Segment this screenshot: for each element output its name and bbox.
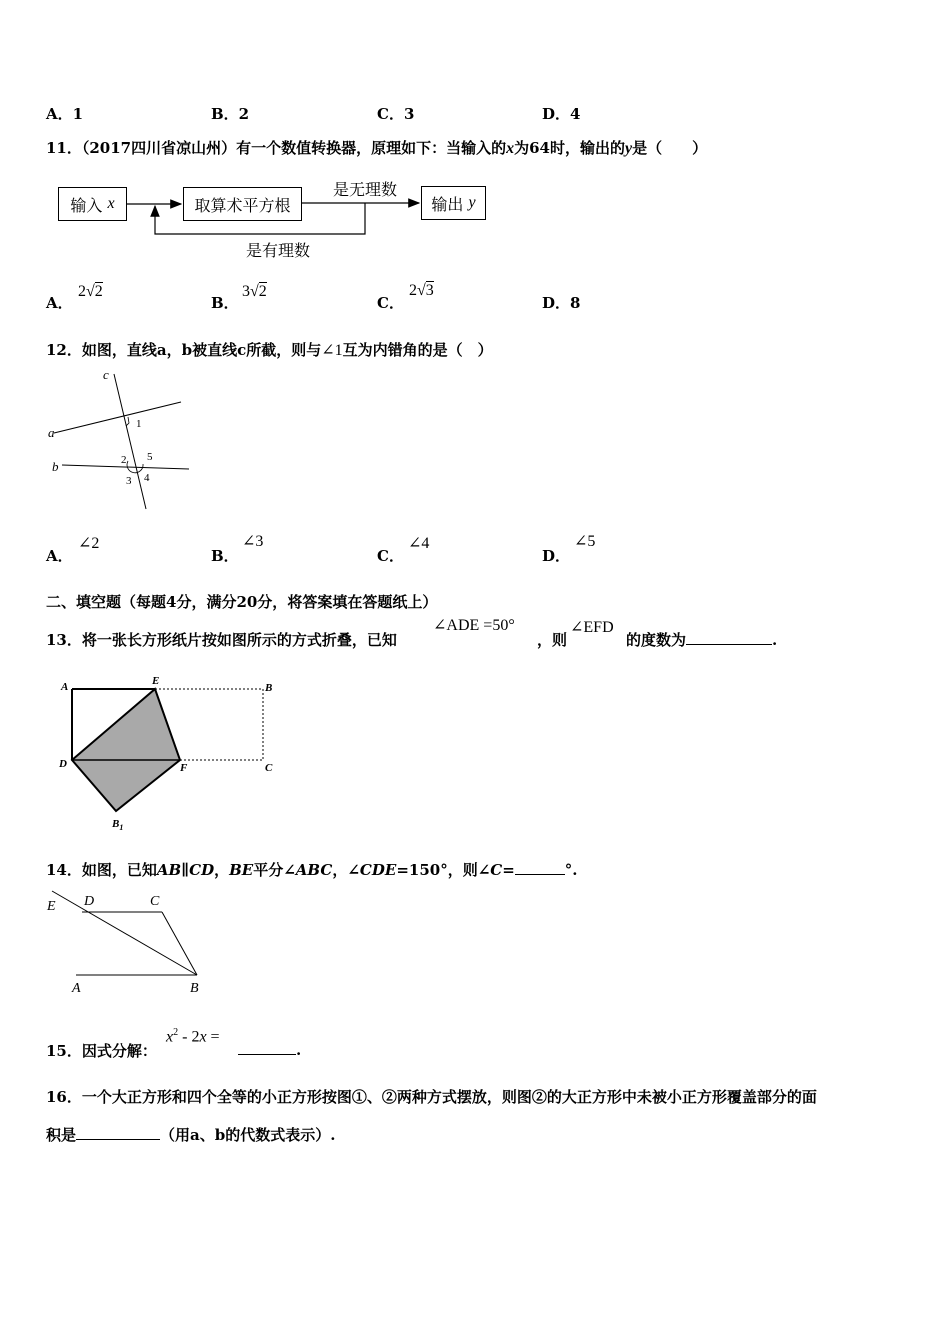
q12-option-b: B． bbox=[211, 547, 239, 565]
q12-option-b-math: ∠3 bbox=[242, 533, 264, 550]
folded-quad bbox=[72, 689, 180, 811]
q12-figure bbox=[40, 360, 210, 520]
q11-option-b: B． bbox=[211, 294, 239, 312]
line-c bbox=[114, 374, 146, 509]
label-a: a bbox=[48, 425, 55, 440]
q13-math-1: ∠ADE =50° bbox=[433, 617, 515, 634]
q13-stem-a: 13．将一张长方形纸片按如图所示的方式折叠，已知 bbox=[46, 631, 397, 649]
q12-option-d-math: ∠5 bbox=[574, 533, 596, 550]
q13-stem-b: ，则 bbox=[537, 631, 568, 649]
q11-option-b-math: 3√2 bbox=[242, 283, 267, 300]
label-A: A bbox=[61, 681, 69, 693]
flow-arrows bbox=[0, 0, 950, 270]
q10-option-b: B．2 bbox=[211, 105, 250, 123]
q11-option-d: D．8 bbox=[542, 294, 581, 312]
q14-figure bbox=[40, 888, 215, 998]
q10-option-d: D．4 bbox=[542, 105, 581, 123]
label-4: 4 bbox=[144, 472, 150, 484]
label-E: E bbox=[152, 675, 160, 687]
q16-line-2: 积是 （用a、b的代数式表示）. bbox=[46, 1126, 336, 1144]
line-a bbox=[54, 402, 181, 433]
label-2: 2 bbox=[121, 454, 127, 466]
q11-stem: 11．（2017四川省凉山州）有一个数值转换器，原理如下：当输入的x为64时，输出的y是（ ） bbox=[46, 139, 708, 157]
q10-option-c: C．3 bbox=[377, 105, 415, 123]
q14-stem: 14．如图，已知AB∥CD，BE平分∠ABC，∠CDE=150°，则∠C= °. bbox=[46, 861, 578, 879]
label-A: A bbox=[72, 981, 81, 996]
label-b: b bbox=[52, 459, 59, 474]
q12-stem: 12．如图，直线a，b被直线c所截，则与∠1互为内错角的是（ ） bbox=[46, 341, 493, 359]
label-c: c bbox=[103, 367, 109, 382]
flow-rational-label: 是有理数 bbox=[246, 241, 311, 260]
q15-blank: . bbox=[238, 1040, 301, 1059]
label-3: 3 bbox=[126, 475, 132, 487]
label-B1: $B_1$ bbox=[112, 818, 124, 832]
label-B: B bbox=[265, 682, 273, 694]
label-C: C bbox=[150, 894, 160, 909]
label-B: B bbox=[190, 981, 199, 996]
label-E: E bbox=[47, 899, 56, 914]
flow-input-box: 输入 x bbox=[58, 187, 127, 221]
q11-option-a: A． bbox=[46, 294, 73, 312]
section-heading: 二、填空题（每题4分，满分20分，将答案填在答题纸上） bbox=[46, 593, 438, 611]
flow-process-box: 取算术平方根 bbox=[183, 187, 302, 221]
q12-option-a-math: ∠2 bbox=[78, 535, 100, 552]
flow-irrational-label: 是无理数 bbox=[333, 180, 398, 199]
q11-option-c: C． bbox=[377, 294, 404, 312]
q15-stem: 15．因式分解： bbox=[46, 1042, 157, 1060]
q13-math-2: ∠EFD bbox=[570, 619, 614, 636]
flow-output-box: 输出 y bbox=[421, 186, 486, 220]
q12-option-d: D． bbox=[542, 547, 571, 565]
label-D: D bbox=[84, 894, 95, 909]
label-C: C bbox=[265, 762, 273, 774]
q12-option-c-math: ∠4 bbox=[408, 535, 430, 552]
label-D: D bbox=[59, 758, 67, 770]
q12-option-c: C． bbox=[377, 547, 404, 565]
q11-option-a-math: 2√2 bbox=[78, 283, 103, 300]
label-1: 1 bbox=[136, 418, 142, 430]
q10-option-a: A．1 bbox=[46, 105, 84, 123]
label-5: 5 bbox=[147, 451, 153, 463]
q13-figure bbox=[55, 672, 285, 832]
label-F: F bbox=[180, 762, 188, 774]
q16-line-1: 16．一个大正方形和四个全等的小正方形按图①、②两种方式摆放，则图②的大正方形中未被小正方形覆盖部分的面 bbox=[46, 1088, 817, 1106]
q12-option-a: A． bbox=[46, 547, 73, 565]
q11-option-c-math: 2√3 bbox=[409, 282, 434, 299]
q15-expression: $x^2 - 2x$ = bbox=[166, 1027, 220, 1046]
q13-stem-c: 的度数为 . bbox=[626, 631, 778, 649]
